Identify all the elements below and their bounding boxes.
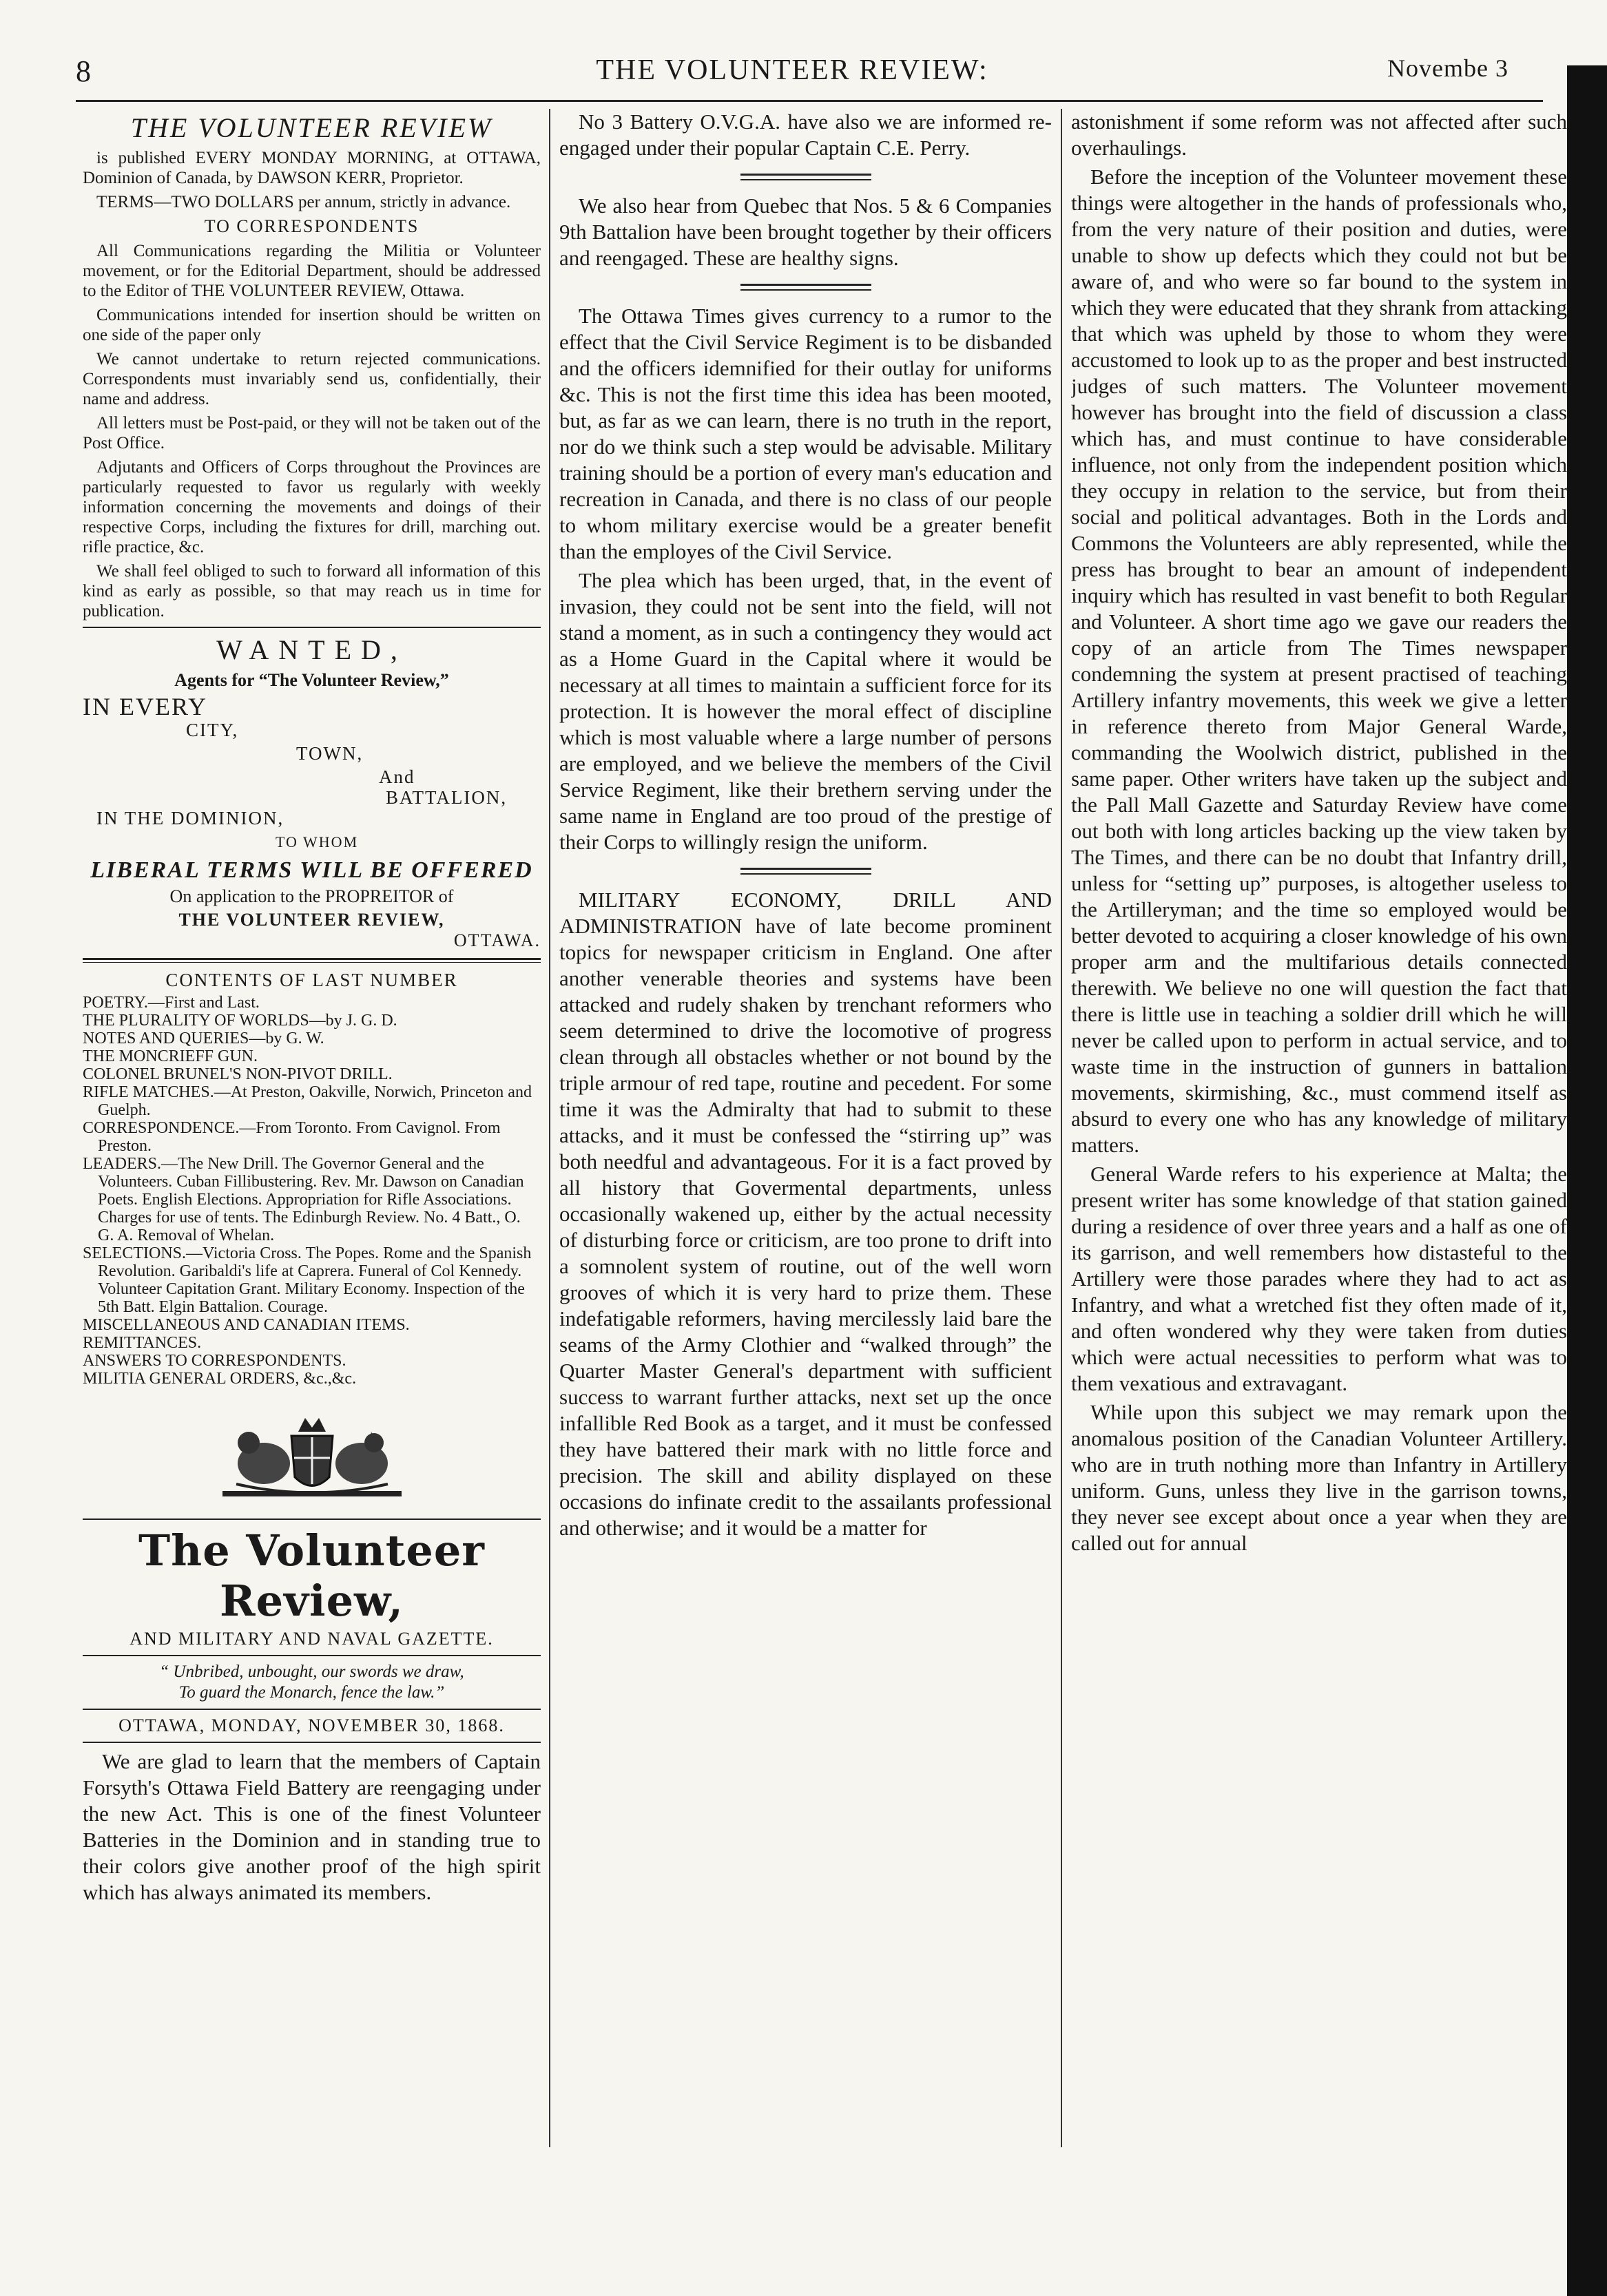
gazette-subtitle: AND MILITARY AND NAVAL GAZETTE. [129, 1629, 494, 1649]
city: CITY, [186, 720, 239, 740]
column-3 [1071, 109, 1567, 2175]
liberal-terms: LIBERAL TERMS WILL BE OFFERED [90, 857, 533, 883]
contents-item: THE PLURALITY OF WORLDS—by J. G. D. [83, 1012, 397, 1030]
column-rule-1 [549, 109, 550, 2147]
paragraph: General Warde refers to his experience at Malta; the present writer has some knowledge of that station gained during a residence of over three years and a half as one of its garrison, and well remembers how distasteful to the Artillery were those parades where they had to act as Infantry, and what a wretched fist they often made of it, and often wondered why they were taken from duties which were actual necessities to perform what was to them vexatious and extravagant. [1071, 1162, 1567, 1395]
paragraph: Before the inception of the Volunteer movement these things were altogether in the hands of professionals who, from the very nature of their position and duties, were unable to show up defects which they could not but be aware of, and who were so far bound to the system in which they were educated that they shrank from attacking that which was upheld by those to whom they were accustomed to look up to as the proper and best instructed judges of such matters. The Volunteer movement however has brought into the field of discussion a class which has, and must continue to have considerable influence, not only from the independent position which they occupy in relation to the service, but from their social and political advantages. Both in the Lords and Commons the Volunteers are ably represented, while the press has brought to bear an amount of independent inquiry which has resulted in vast benefit to both Regular and Volunteer. A short time ago we gave our readers the copy of an article from The Times newspaper condemning the system at present practised of teaching Artillery infantry movements, this week we give a letter in reference thereto from Major General Warde, commanding the Woolwich district, published in the same paper. Other writers have taken up the subject and the Pall Mall Gazette and Saturday Review have come out both with long articles backing up the view taken by The Times, and there can be no doubt that Infantry drill, unless for “setting up” purposes, is altogether useless to the Artilleryman; and the time so employed would be better devoted to acquiring a closer knowledge of his own proper arm and the multifarious details connected therewith. We believe no one will question the fact that there is little use in teaching a soldier drill which he will never be called upon to perform in actual service, and to waste time in the instruction of gunners in battalion movements, skirmishing, &c., must commend itself as absurd to every one who has any knowledge of military matters. [1071, 165, 1567, 1157]
publication-notice [83, 148, 541, 212]
motto-line: “ Unbribed, unbought, our swords we draw, [159, 1662, 464, 1681]
corr-notice: All Communications regarding the Militia or Volunteer movement, or for the Editorial Department, should be addressed to the Editor of THE VOLUNTEER REVIEW, Ottawa. [83, 242, 541, 300]
contents-item: MILITIA GENERAL ORDERS, &c.,&c. [83, 1370, 357, 1388]
contents-item: ANSWERS TO CORRESPONDENTS. [83, 1352, 346, 1370]
running-title: THE VOLUNTEER REVIEW: [596, 54, 988, 86]
to-whom: TO WHOM [276, 833, 359, 850]
article-military-economy [559, 887, 1052, 1541]
separator [740, 174, 871, 180]
paragraph: The Ottawa Times gives currency to a rumor to the effect that the Civil Service Regiment is to be disbanded and the officers idemnified for their outlay for uniforms &c. This is not the first time this idea has been mooted, but, as far as we can learn, there is no truth in the report, nor do we think such a step would be advisable. Military training should be a portion of every man's education and recreation in Canada, and there is no class of our people to whom military exercise would be a greater benefit than the employes of the Civil Service. [559, 304, 1052, 563]
article-quebec [559, 193, 1052, 271]
paragraph-text: have of late become prominent topics for newspaper criticism in England. One after another venerable theories and systems have been attacked and rudely shaken by trenchant reformers who seem determined to drive the locomotive of progress clean through all obstacles whether or not bound by the triple armour of red tape, routine and pecedent. For some time it was the Admiralty that had to submit to these attacks, and it must be confessed the “stirring up” was both needful and advantageous. For it is a fact proved by all history that Govermental departments, unless occasionally wakened up, either by the actual necessity of disturbing force or criticism, are too prone to drift into a somnolent system of routine, out of the well worn grooves of which it is very hard to prize them. These indefatigable reformers, having mercilessly laid bare the seams of the Army Clothier and “walked through” the Quarter Master General's department with sufficient success to warrant further attacks, next set up the once infallible Red Book as a target, and it must be confessed they have battered their mark with no little force and precision. The skill and ability displayed on these occasions do infinate credit to the assailants professional and otherwise; and it would be a matter for [559, 914, 1052, 1540]
corr-notice: We shall feel obliged to such to forward all information of this kind as early as possible, so that may reach us in time for publication. [83, 562, 541, 620]
motto-line: To guard the Monarch, fence the law.” [178, 1683, 445, 1702]
contents-item: POETRY.—First and Last. [83, 994, 260, 1012]
battalion: BATTALION, [386, 787, 508, 808]
correspondents-heading: TO CORRESPONDENTS [204, 216, 419, 236]
paragraph: While upon this subject we may remark upon the anomalous position of the Canadian Volunteer Artillery. who are in truth nothing more than Infantry in Artillery uniform. Guns, unless they live in the garrison towns, they never see except about once a year when they are called out for annual [1071, 1400, 1567, 1555]
contents-item: LEADERS.—The New Drill. The Governor General and the Volunteers. Cuban Fillibustering. Rev. Mr. Dawson on Canadian Poets. English Elections. Appropriation for Rifle Associations. Charges for use of tents. The Edinburgh Review. No. 4 Batt., O. G. A. Removal of Whelan. [83, 1155, 524, 1244]
contents-item: CORRESPONDENCE.—From Toronto. From Cavignol. From Preston. [83, 1119, 501, 1155]
corr-notice: Adjutants and Officers of Corps throughout the Provinces are particularly requested to favor us regularly with weekly information concerning the movements and doings of their respective Corps, including the fixtures for drill, marching out. rifle practice, &c. [83, 458, 541, 556]
royal-crest-icon [209, 1408, 415, 1505]
agents-line: Agents for “The Volunteer Review,” [174, 670, 449, 690]
newspaper-title: The Volunteer Review, [138, 1525, 485, 1626]
page-number: 8 [76, 54, 91, 88]
town: TOWN, [296, 743, 364, 764]
contents-item: MISCELLANEOUS AND CANADIAN ITEMS. [83, 1316, 410, 1334]
wanted-stair [83, 693, 541, 855]
divider [83, 1655, 541, 1656]
separator [740, 868, 871, 875]
contents-list [83, 994, 541, 1388]
paragraph: We also hear from Quebec that Nos. 5 & 6 Companies 9th Battalion have been brought together by their officers and reengaged. These are healthy signs. [559, 194, 1052, 270]
paragraph: No 3 Battery O.V.G.A. have also we are informed re-engaged under their popular Captain C.E. Perry. [559, 109, 1052, 160]
contents-heading: CONTENTS OF LAST NUMBER [165, 970, 458, 990]
paragraph: astonishment if some reform was not affected after such overhaulings. [1071, 109, 1567, 160]
and: And [379, 766, 415, 787]
in-every: IN EVERY [83, 693, 207, 720]
paragraph: The plea which has been urged, that, in the event of invasion, they could not be sent into the field, will not stand a moment, as in such a contingency they would act as a Home Guard in the Capital where it would be necessary at all times to maintain a sufficient force for its protection. It is however the moral effect of discipline which is most valuable where a large number of persons are employed, and we believe the members of the Civil Service Regiment, like their brethern serving under the same name in England are too proud of the prestige of their Corps to willingly resign the uniform. [559, 568, 1052, 854]
divider [83, 627, 541, 628]
notice-terms: TERMS—TWO DOLLARS per annum, strictly in advance. [96, 193, 511, 211]
divider [83, 1519, 541, 1520]
ottawa-sign: OTTAWA. [453, 930, 541, 950]
contents-item: REMITTANCES. [83, 1334, 202, 1352]
binding-edge [1567, 65, 1607, 2296]
paragraph: We are glad to learn that the members of Captain Forsyth's Ottawa Field Battery are reengaging under the new Act. This is one of the finest Volunteer Batteries in the Dominion and in standing true to their colors give another proof of the high spirit which has always animated its members. [83, 1749, 541, 1904]
in-dominion: IN THE DOMINION, [96, 808, 284, 828]
column-rule-2 [1061, 109, 1062, 2147]
header-rule [76, 100, 1543, 102]
contents-item: THE MONCRIEFF GUN. [83, 1047, 258, 1065]
article-forsyth [83, 1749, 541, 1906]
running-date: Novembe 3 [1387, 54, 1508, 82]
divider [83, 1742, 541, 1743]
article-no3-battery [559, 109, 1052, 161]
running-header [76, 54, 1508, 95]
contents-item: NOTES AND QUERIES—by G. W. [83, 1030, 324, 1047]
masthead: THE VOLUNTEER REVIEW [130, 112, 493, 143]
article-military-economy-cont [1071, 109, 1567, 1556]
paper-name: THE VOLUNTEER REVIEW, [178, 910, 445, 930]
column-1 [83, 109, 541, 2175]
lead-in: MILITARY ECONOMY, DRILL AND ADMINISTRATION [559, 888, 1052, 938]
wanted-heading: WANTED, [216, 634, 407, 665]
corr-notice: Communications intended for insertion should be written on one side of the paper only [83, 306, 541, 344]
corr-notice: We cannot undertake to return rejected communications. Correspondents must invariably send us, confidentially, their name and address. [83, 350, 541, 408]
divider [83, 958, 541, 963]
notice-published: is published EVERY MONDAY MORNING, at OTTAWA, Dominion of Canada, by DAWSON KERR, Proprietor. [83, 149, 541, 187]
on-application: On application to the PROPREITOR of [169, 886, 454, 906]
dateline: OTTAWA, MONDAY, NOVEMBER 30, 1868. [118, 1715, 505, 1735]
separator [740, 284, 871, 291]
article-civil-service [559, 303, 1052, 855]
contents-item: RIFLE MATCHES.—At Preston, Oakville, Norwich, Princeton and Guelph. [83, 1083, 532, 1119]
column-2 [559, 109, 1052, 2175]
paragraph [559, 887, 1052, 1541]
motto [83, 1662, 541, 1703]
contents-item: SELECTIONS.—Victoria Cross. The Popes. Rome and the Spanish Revolution. Garibaldi's life at Caprera. Funeral of Col Kennedy. Volunteer Capitation Grant. Military Economy. Inspection of the 5th Batt. Elgin Battalion. Courage. [83, 1244, 532, 1316]
corr-notice: All letters must be Post-paid, or they will not be taken out of the Post Office. [83, 414, 541, 452]
contents-item: COLONEL BRUNEL'S NON-PIVOT DRILL. [83, 1065, 393, 1083]
correspondents-notices [83, 241, 541, 621]
divider [83, 1709, 541, 1710]
